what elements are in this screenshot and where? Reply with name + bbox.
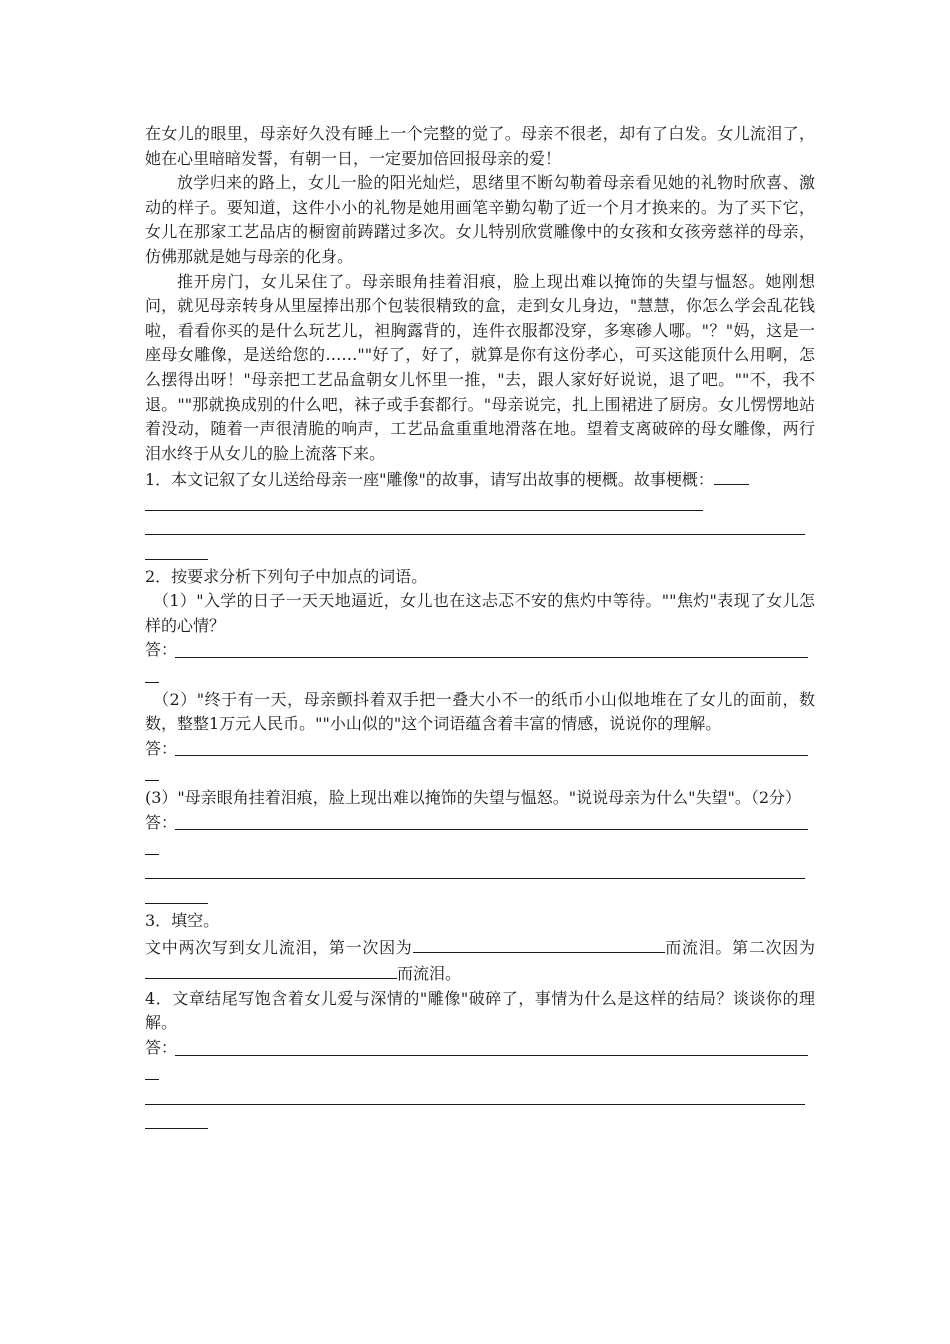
question-2-3: (3）"母亲眼角挂着泪痕，脸上现出难以掩饰的失望与愠怒。"说说母亲为什么"失望"。（2分）	[145, 788, 802, 808]
question-1-text: 1．本文记叙了女儿送给母亲一座"雕像"的故事，请写出故事的梗概。故事梗概：	[145, 470, 714, 490]
question-3-fill-text-b: 而流泪。第二次因为	[664, 937, 815, 957]
question-2-2: （2）"终于有一天，母亲颤抖着双手把一叠大小不一的纸币小山似地堆在了女儿的面前，数数，整整1万元人民币。""小山似的"这个词语蕴含着丰富的情感，说说你的理解。	[145, 689, 815, 734]
answer-line[interactable]	[145, 884, 815, 909]
answer-line[interactable]	[145, 761, 815, 786]
answer-line[interactable]	[145, 835, 815, 860]
answer-line[interactable]	[145, 1036, 815, 1061]
answer-line[interactable]	[145, 811, 815, 836]
question-3-fill-text-c: 而流泪。	[397, 964, 462, 984]
answer-label: 答：	[145, 812, 178, 832]
question-3-fill	[145, 934, 815, 987]
answer-line[interactable]	[145, 1085, 815, 1110]
answer-line[interactable]	[145, 737, 815, 762]
answer-line[interactable]	[145, 540, 815, 565]
answer-line[interactable]	[145, 638, 815, 663]
answer-line[interactable]	[145, 860, 815, 885]
question-2: 2．按要求分析下列句子中加点的词语。	[145, 566, 428, 586]
answer-label: 答：	[145, 1037, 178, 1057]
question-3: 3．填空。	[145, 911, 220, 930]
answer-line[interactable]	[145, 1061, 815, 1086]
passage-paragraph-1: 在女儿的眼里，母亲好久没有睡上一个完整的觉了。母亲不很老，却有了白发。女儿流泪了，她在心里暗暗发誓，有朝一日，一定要加倍回报母亲的爱！	[145, 124, 815, 168]
question-3-fill-text-a: 文中两次写到女儿流泪，第一次因为	[145, 937, 413, 957]
answer-label: 答：	[145, 738, 178, 758]
answer-line[interactable]	[145, 663, 815, 688]
answer-label: 答：	[145, 640, 178, 660]
passage-paragraph-2: 放学归来的路上，女儿一脸的阳光灿烂，思绪里不断勾勒着母亲看见她的礼物时欣喜、激动的样子。要知道，这件小小的礼物是她用画笔辛勤勾勒了近一个月才换来的。为了买下它，女儿在那家工艺品店的橱窗前踌躇过多次。女儿特别欣赏雕像中的女孩和女孩旁慈祥的母亲，仿佛那就是她与母亲的化身。	[145, 173, 815, 266]
answer-line[interactable]	[145, 491, 815, 516]
document-page	[145, 122, 815, 1134]
fill-blank-2[interactable]	[145, 960, 397, 979]
question-1	[145, 466, 815, 491]
question-4: 4．文章结尾写饱含着女儿爱与深情的"雕像"破碎了，事情为什么是这样的结局？谈谈你的理解。	[145, 988, 815, 1033]
question-2-1: （1）"入学的日子一天天地逼近，女儿也在这忐忑不安的焦灼中等待。""焦灼"表现了女儿怎样的心情？	[145, 591, 815, 635]
answer-line[interactable]	[145, 1110, 815, 1135]
fill-blank-1[interactable]	[413, 934, 665, 953]
answer-line[interactable]	[145, 516, 815, 541]
answer-blank[interactable]	[714, 466, 749, 485]
passage-paragraph-3: 推开房门，女儿呆住了。母亲眼角挂着泪痕，脸上现出难以掩饰的失望与愠怒。她刚想问，就见母亲转身从里屋捧出那个包装很精致的盒，走到女儿身边，"慧慧，你怎么学会乱花钱啦，看看你买的是什么玩艺儿，袒胸露背的，连件衣服都没穿，多寒碜人哪。"？"妈，这是一座母女雕像，是送给您的……""好了，好了，就算是你有这份孝心，可买这能顶什么用啊，怎么摆得出呀！"母亲把工艺品盒朝女儿怀里一推，"去，跟人家好好说说，退了吧。""不，我不退。""那就换成别的什么吧，袜子或手套都行。"母亲说完，扎上围裙进了厨房。女儿愣愣地站着没动，随着一声很清脆的响声，工艺品盒重重地滑落在地。望着支离破碎的母女雕像，两行泪水终于从女儿的脸上流落下来。	[145, 271, 815, 463]
